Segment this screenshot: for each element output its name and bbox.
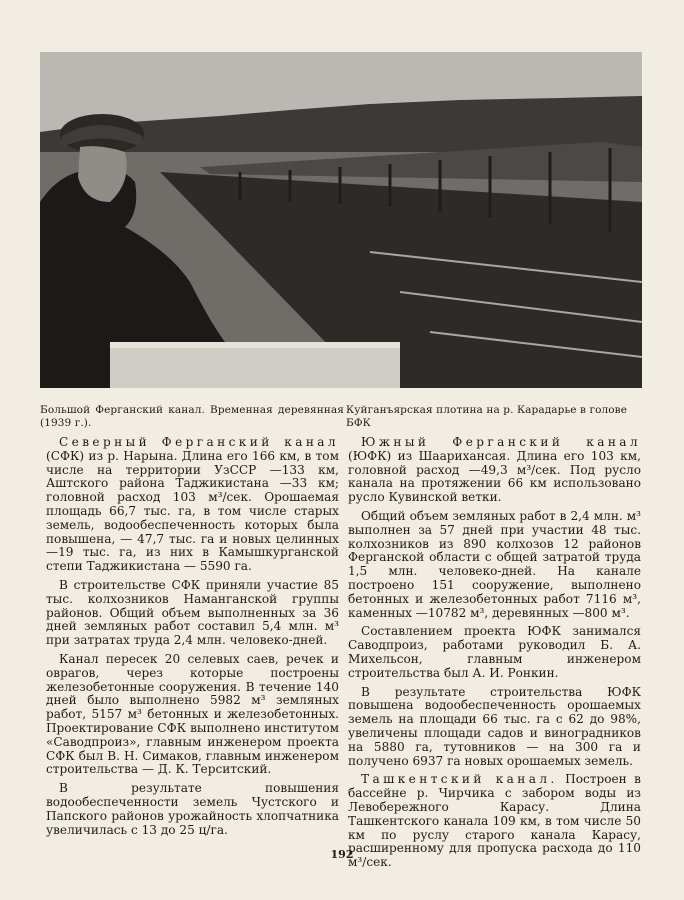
tashkent-canal-title: Ташкентский канал. bbox=[361, 772, 558, 787]
right-paragraph-4: В результате строительства ЮФК повышена водообеспеченность орошаемых земель на площади 66 тыс. га с 62 до 98%, увеличены площади садов и виноградников на 5880 га, тутовников — на 300 га и получено 6937 га новых орошаемых земель. bbox=[348, 684, 641, 768]
north-fergana-text: (СФК) из р. Нарына. Длина его 166 км, в том числе на территории УзССР —133 км, Аштского района Таджикистана —33 км; головной расход 103 м³/сек. Орошаемая площадь 66,7 тыс. га, в том числе старых земель, водообеспеченность которых была повышена, — 47,7 тыс. га и новых целинных —19 тыс. га, из них в Камышкурганской степи Таджикистана — 5590 га. bbox=[46, 448, 339, 574]
right-paragraph-2: Общий объем земляных работ в 2,4 млн. м³ выполнен за 57 дней при участии 48 тыс. колхозников из 890 колхозов 12 районов Ферганской области с общей затратой труда 1,5 млн. человеко-дней. На канале построено 151 сооружение, выполнено бетонных и железобетонных работ 7116 м³, каменных —10782 м³, деревянных —800 м³. bbox=[348, 508, 641, 620]
left-column bbox=[46, 436, 339, 842]
north-fergana-paragraph bbox=[46, 436, 339, 574]
south-fergana-paragraph bbox=[348, 436, 641, 505]
dam-photo bbox=[40, 52, 642, 388]
tashkent-canal-text: Построен в бассейне р. Чирчика с забором воды из Левобережного Карасу. Длина Ташкентского канала 109 км, в том числе 50 км по руслу старого канала Карасу, расширенному для пропуска расхода до 110 м³/сек. bbox=[348, 772, 641, 870]
caption-left: Большой Ферганский канал. Временная деревянная (1939 г.). bbox=[40, 404, 344, 429]
south-fergana-title: Южный Ферганский канал bbox=[361, 435, 641, 449]
page-number: 192 bbox=[330, 848, 354, 861]
south-fergana-text: (ЮФК) из Шаарихансая. Длина его 103 км, головной расход —49,3 м³/сек. Под русло канала на протяжении 66 км использовано русло Кувинской ветки. bbox=[348, 448, 641, 505]
left-paragraph-3: Канал пересек 20 селевых саев, речек и оврагов, через которые построены железобетонные сооружения. В течение 140 дней было выполнено 5982 м³ земляных работ, 5157 м³ бетонных и железобетонных. Проектирование СФК выполнено институтом «Саводпроиз», главным инженером проекта СФК был В. Н. Симаков, главным инженером строительства — Д. К. Терситский. bbox=[46, 651, 339, 777]
right-paragraph-3: Составлением проекта ЮФК занимался Саводпроиз, работами руководил Б. А. Михельсон, главным инженером строительства был А. И. Ронкин. bbox=[348, 624, 641, 680]
north-fergana-title: Северный Ферганский канал bbox=[59, 435, 339, 449]
left-paragraph-4: В результате повышения водообеспеченности земель Чустского и Папского районов урожайность хлопчатника увеличилась с 13 до 25 ц/га. bbox=[46, 781, 339, 837]
right-column bbox=[348, 436, 641, 875]
left-paragraph-2: В строительстве СФК приняли участие 85 тыс. колхозников Наманганской группы районов. Общий объем выполненных за 36 дней земляных работ составил 5,4 млн. м³ при затратах труда 2,4 млн. человеко-дней. bbox=[46, 577, 339, 648]
caption-right: Куйганъярская плотина на р. Карадарье в голове БФК bbox=[346, 404, 628, 429]
dam-photo-illustration bbox=[40, 52, 642, 388]
